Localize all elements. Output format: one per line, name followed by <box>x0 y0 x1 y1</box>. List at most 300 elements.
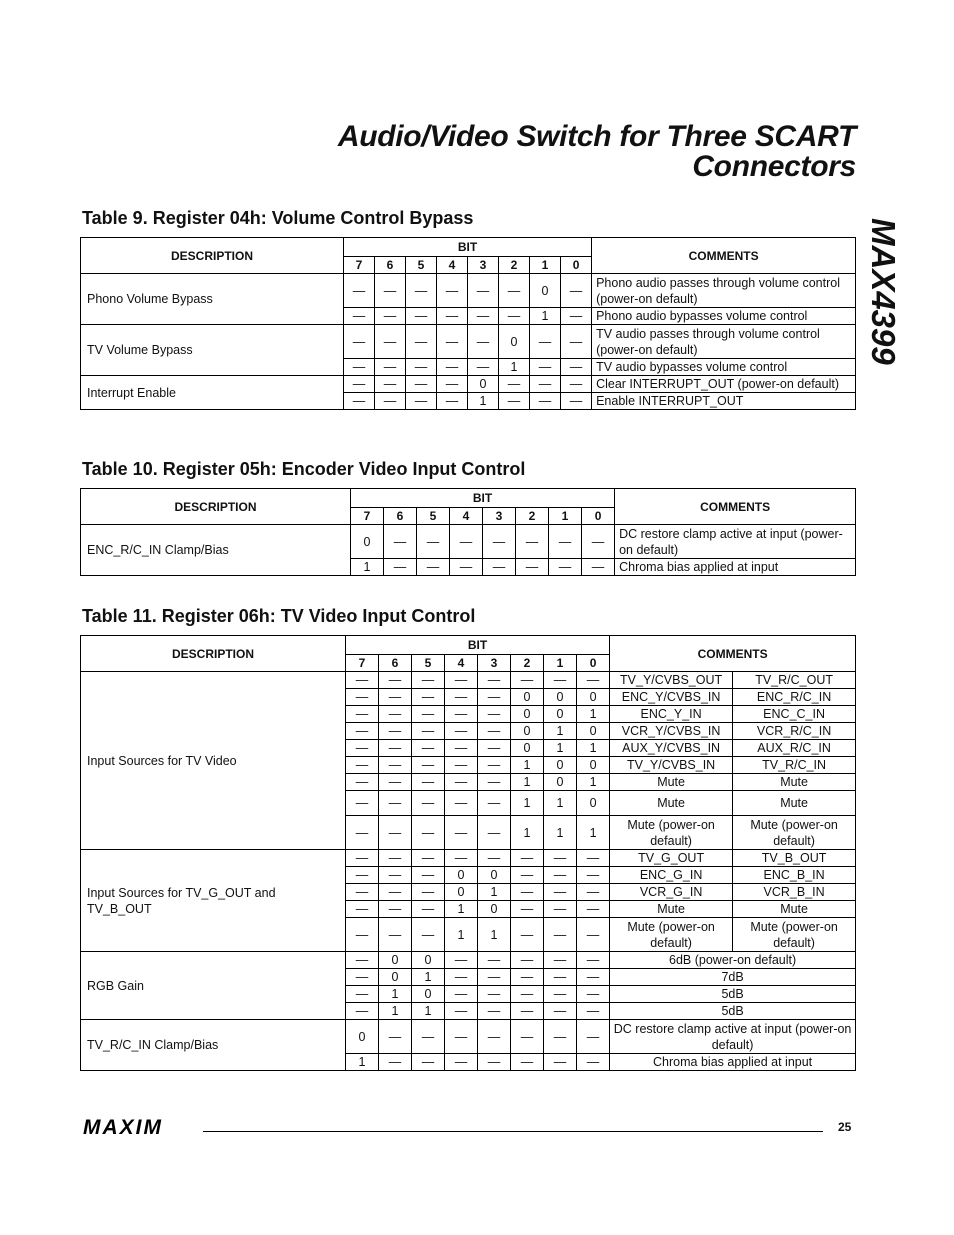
bit-cell: 0 <box>445 867 478 884</box>
bit-cell: — <box>346 706 379 723</box>
bit-cell: — <box>379 1020 412 1054</box>
bit-cell: — <box>478 850 511 867</box>
comment-left: TV_G_OUT <box>610 850 733 867</box>
bit-cell: 0 <box>412 952 445 969</box>
bit-cell: — <box>412 791 445 816</box>
bit-cell: 1 <box>544 740 577 757</box>
bit-cell: — <box>511 1020 544 1054</box>
table-row <box>81 274 856 308</box>
bit-cell: — <box>582 559 615 576</box>
bit-cell: — <box>379 740 412 757</box>
header-bit-5: 5 <box>406 257 437 274</box>
bit-cell: — <box>544 969 577 986</box>
header-bit-4: 4 <box>445 655 478 672</box>
bit-cell: 1 <box>577 816 610 850</box>
table-row <box>81 1020 856 1054</box>
bit-cell: — <box>544 672 577 689</box>
bit-cell: — <box>412 689 445 706</box>
title-line-1: Audio/Video Switch for Three SCART <box>337 120 856 153</box>
bit-cell: — <box>483 525 516 559</box>
header-description: DESCRIPTION <box>81 489 351 525</box>
comment-right: Mute (power-on default) <box>733 918 856 952</box>
bit-cell: — <box>577 986 610 1003</box>
comment-cell: Chroma bias applied at input <box>615 559 856 576</box>
header-bit-6: 6 <box>384 508 417 525</box>
bit-cell: — <box>412 867 445 884</box>
bit-cell: 1 <box>379 986 412 1003</box>
bit-cell: — <box>445 774 478 791</box>
bit-cell: — <box>483 559 516 576</box>
bit-cell: 1 <box>577 774 610 791</box>
bit-cell: — <box>544 918 577 952</box>
bit-cell: — <box>412 723 445 740</box>
bit-cell: — <box>544 1054 577 1071</box>
bit-cell: — <box>346 672 379 689</box>
title-line-2: Connectors <box>692 150 856 183</box>
bit-cell: — <box>344 359 375 376</box>
bit-cell: — <box>406 308 437 325</box>
comment-right: TV_R/C_IN <box>733 757 856 774</box>
bit-cell: — <box>379 706 412 723</box>
comment-cell: Chroma bias applied at input <box>610 1054 856 1071</box>
bit-cell: 0 <box>544 689 577 706</box>
bit-cell: — <box>478 952 511 969</box>
table-row <box>81 325 856 359</box>
bit-cell: — <box>346 816 379 850</box>
bit-cell: — <box>379 884 412 901</box>
bit-cell: — <box>577 1003 610 1020</box>
bit-cell: — <box>478 1020 511 1054</box>
bit-cell: — <box>478 1054 511 1071</box>
bit-cell: 1 <box>468 393 499 410</box>
comment-cell: Phono audio bypasses volume control <box>592 308 856 325</box>
comment-cell: 7dB <box>610 969 856 986</box>
bit-cell: — <box>511 918 544 952</box>
page-number: 25 <box>838 1120 852 1134</box>
bit-cell: — <box>511 1054 544 1071</box>
logo-text: MAXIM <box>83 1117 163 1137</box>
table-row <box>81 952 856 969</box>
bit-cell: — <box>346 918 379 952</box>
bit-cell: — <box>544 901 577 918</box>
header-bit-2: 2 <box>511 655 544 672</box>
bit-cell: — <box>384 559 417 576</box>
comment-right: ENC_C_IN <box>733 706 856 723</box>
bit-cell: — <box>417 559 450 576</box>
header-bit-4: 4 <box>437 257 468 274</box>
bit-cell: — <box>499 376 530 393</box>
header-bit-3: 3 <box>483 508 516 525</box>
header-bit-3: 3 <box>468 257 499 274</box>
header-bit-1: 1 <box>549 508 582 525</box>
bit-cell: — <box>516 525 549 559</box>
table11 <box>80 635 856 1071</box>
comment-right: VCR_R/C_IN <box>733 723 856 740</box>
bit-cell: — <box>445 1003 478 1020</box>
header-bit-1: 1 <box>544 655 577 672</box>
bit-cell: — <box>561 359 592 376</box>
comment-right: VCR_B_IN <box>733 884 856 901</box>
bit-cell: — <box>445 791 478 816</box>
comment-left: AUX_Y/CVBS_IN <box>610 740 733 757</box>
bit-cell: — <box>379 672 412 689</box>
bit-cell: — <box>346 969 379 986</box>
bit-cell: — <box>417 525 450 559</box>
bit-cell: 1 <box>412 1003 445 1020</box>
bit-cell: 1 <box>445 901 478 918</box>
bit-cell: — <box>511 672 544 689</box>
bit-cell: — <box>544 952 577 969</box>
bit-cell: — <box>346 689 379 706</box>
bit-cell: — <box>445 740 478 757</box>
table-row <box>81 525 856 559</box>
table10-caption: Table 10. Register 05h: Encoder Video Input Control <box>82 459 526 479</box>
header-comments: COMMENTS <box>592 238 856 274</box>
bit-cell: — <box>468 325 499 359</box>
comment-right: Mute <box>733 791 856 816</box>
bit-cell: 0 <box>379 969 412 986</box>
bit-cell: — <box>412 740 445 757</box>
header-bit-7: 7 <box>351 508 384 525</box>
bit-cell: — <box>530 393 561 410</box>
bit-cell: — <box>511 986 544 1003</box>
bit-cell: — <box>478 757 511 774</box>
table11-caption: Table 11. Register 06h: TV Video Input Control <box>82 606 476 626</box>
row-description: Input Sources for TV Video <box>81 672 346 850</box>
header-bit-1: 1 <box>530 257 561 274</box>
bit-cell: — <box>511 969 544 986</box>
bit-cell: — <box>478 740 511 757</box>
bit-cell: — <box>437 325 468 359</box>
bit-cell: — <box>375 376 406 393</box>
bit-cell: — <box>577 1020 610 1054</box>
bit-cell: — <box>344 376 375 393</box>
bit-cell: 1 <box>511 757 544 774</box>
bit-cell: — <box>346 901 379 918</box>
comment-left: Mute (power-on default) <box>610 918 733 952</box>
bit-cell: — <box>379 901 412 918</box>
bit-cell: 1 <box>351 559 384 576</box>
bit-cell: — <box>561 274 592 308</box>
bit-cell: — <box>412 901 445 918</box>
comment-right: TV_B_OUT <box>733 850 856 867</box>
bit-cell: — <box>450 559 483 576</box>
header-bit-6: 6 <box>379 655 412 672</box>
table9-caption: Table 9. Register 04h: Volume Control Bypass <box>82 208 474 228</box>
header-bit-4: 4 <box>450 508 483 525</box>
bit-cell: — <box>478 723 511 740</box>
bit-cell: — <box>511 884 544 901</box>
bit-cell: 1 <box>445 918 478 952</box>
bit-cell: — <box>544 867 577 884</box>
bit-cell: — <box>412 816 445 850</box>
bit-cell: — <box>445 1020 478 1054</box>
comment-cell: 5dB <box>610 986 856 1003</box>
bit-cell: 1 <box>511 774 544 791</box>
header-bit: BIT <box>344 238 592 257</box>
comment-left: VCR_G_IN <box>610 884 733 901</box>
bit-cell: 1 <box>499 359 530 376</box>
bit-cell: — <box>346 740 379 757</box>
bit-cell: 0 <box>445 884 478 901</box>
bit-cell: — <box>437 359 468 376</box>
bit-cell: — <box>437 274 468 308</box>
bit-cell: — <box>379 791 412 816</box>
comment-left: Mute <box>610 901 733 918</box>
bit-cell: 1 <box>544 791 577 816</box>
bit-cell: — <box>445 969 478 986</box>
bit-cell: — <box>561 376 592 393</box>
bit-cell: — <box>450 525 483 559</box>
bit-cell: 0 <box>499 325 530 359</box>
side-part-number <box>856 218 906 368</box>
bit-cell: — <box>379 689 412 706</box>
bit-cell: — <box>379 867 412 884</box>
bit-cell: — <box>437 376 468 393</box>
bit-cell: — <box>346 757 379 774</box>
bit-cell: — <box>577 952 610 969</box>
bit-cell: — <box>445 850 478 867</box>
bit-cell: — <box>478 774 511 791</box>
row-description: RGB Gain <box>81 952 346 1020</box>
bit-cell: — <box>561 325 592 359</box>
bit-cell: — <box>544 1020 577 1054</box>
bit-cell: 0 <box>511 723 544 740</box>
bit-cell: — <box>412 918 445 952</box>
row-description: TV Volume Bypass <box>81 325 344 376</box>
bit-cell: — <box>577 969 610 986</box>
bit-cell: — <box>577 850 610 867</box>
bit-cell: — <box>530 376 561 393</box>
bit-cell: — <box>478 986 511 1003</box>
row-description: TV_R/C_IN Clamp/Bias <box>81 1020 346 1071</box>
row-description: Phono Volume Bypass <box>81 274 344 325</box>
comment-right: ENC_B_IN <box>733 867 856 884</box>
bit-cell: 1 <box>511 816 544 850</box>
bit-cell: — <box>412 1054 445 1071</box>
bit-cell: 0 <box>511 740 544 757</box>
bit-cell: — <box>499 308 530 325</box>
header-bit-2: 2 <box>499 257 530 274</box>
bit-cell: — <box>478 706 511 723</box>
bit-cell: — <box>499 393 530 410</box>
row-description: Input Sources for TV_G_OUT and TV_B_OUT <box>81 850 346 952</box>
bit-cell: — <box>561 308 592 325</box>
bit-cell: — <box>437 393 468 410</box>
table-row <box>81 376 856 393</box>
bit-cell: — <box>437 308 468 325</box>
header-bit-6: 6 <box>375 257 406 274</box>
bit-cell: — <box>445 1054 478 1071</box>
bit-cell: 1 <box>412 969 445 986</box>
comment-cell: TV audio bypasses volume control <box>592 359 856 376</box>
bit-cell: 1 <box>544 816 577 850</box>
bit-cell: — <box>375 308 406 325</box>
bit-cell: 0 <box>544 706 577 723</box>
bit-cell: — <box>379 850 412 867</box>
bit-cell: 1 <box>544 723 577 740</box>
bit-cell: — <box>544 850 577 867</box>
bit-cell: — <box>344 325 375 359</box>
bit-cell: — <box>346 791 379 816</box>
comment-left: TV_Y/CVBS_OUT <box>610 672 733 689</box>
bit-cell: — <box>582 525 615 559</box>
bit-cell: — <box>478 689 511 706</box>
bit-cell: — <box>445 672 478 689</box>
bit-cell: — <box>445 723 478 740</box>
bit-cell: — <box>406 376 437 393</box>
table-row <box>81 672 856 689</box>
comment-cell: Phono audio passes through volume control (power-on default) <box>592 274 856 308</box>
comment-cell: TV audio passes through volume control (power-on default) <box>592 325 856 359</box>
bit-cell: — <box>445 757 478 774</box>
bit-cell: — <box>577 867 610 884</box>
bit-cell: — <box>478 816 511 850</box>
bit-cell: — <box>344 308 375 325</box>
bit-cell: — <box>544 884 577 901</box>
bit-cell: — <box>511 850 544 867</box>
bit-cell: 0 <box>379 952 412 969</box>
bit-cell: — <box>577 672 610 689</box>
bit-cell: — <box>412 850 445 867</box>
comment-right: AUX_R/C_IN <box>733 740 856 757</box>
header-bit-7: 7 <box>344 257 375 274</box>
bit-cell: — <box>511 1003 544 1020</box>
bit-cell: 0 <box>412 986 445 1003</box>
bit-cell: — <box>412 884 445 901</box>
bit-cell: 1 <box>346 1054 379 1071</box>
comment-right: ENC_R/C_IN <box>733 689 856 706</box>
bit-cell: — <box>561 393 592 410</box>
comment-cell: Enable INTERRUPT_OUT <box>592 393 856 410</box>
header-description: DESCRIPTION <box>81 238 344 274</box>
bit-cell: — <box>344 393 375 410</box>
comment-right: Mute (power-on default) <box>733 816 856 850</box>
header-comments: COMMENTS <box>615 489 856 525</box>
bit-cell: 0 <box>544 757 577 774</box>
header-bit-0: 0 <box>582 508 615 525</box>
bit-cell: — <box>577 901 610 918</box>
bit-cell: — <box>412 757 445 774</box>
bit-cell: — <box>346 867 379 884</box>
bit-cell: — <box>406 359 437 376</box>
bit-cell: — <box>412 672 445 689</box>
header-description: DESCRIPTION <box>81 636 346 672</box>
header-bit: BIT <box>351 489 615 508</box>
bit-cell: — <box>549 559 582 576</box>
bit-cell: — <box>468 274 499 308</box>
maxim-logo <box>83 1117 193 1137</box>
bit-cell: — <box>478 969 511 986</box>
bit-cell: — <box>478 791 511 816</box>
bit-cell: — <box>375 325 406 359</box>
table-row <box>81 850 856 867</box>
bit-cell: — <box>346 952 379 969</box>
bit-cell: — <box>544 1003 577 1020</box>
comment-left: ENC_Y/CVBS_IN <box>610 689 733 706</box>
comment-cell: DC restore clamp active at input (power-on default) <box>615 525 856 559</box>
bit-cell: 0 <box>478 901 511 918</box>
bit-cell: — <box>379 774 412 791</box>
comment-left: Mute <box>610 774 733 791</box>
bit-cell: 0 <box>577 689 610 706</box>
header-bit-7: 7 <box>346 655 379 672</box>
table10 <box>80 488 856 576</box>
bit-cell: — <box>379 816 412 850</box>
bit-cell: — <box>445 689 478 706</box>
bit-cell: — <box>375 359 406 376</box>
bit-cell: — <box>346 986 379 1003</box>
bit-cell: — <box>379 723 412 740</box>
header-bit-0: 0 <box>577 655 610 672</box>
bit-cell: 1 <box>577 706 610 723</box>
bit-cell: — <box>346 884 379 901</box>
bit-cell: — <box>549 525 582 559</box>
bit-cell: — <box>577 918 610 952</box>
header-bit-3: 3 <box>478 655 511 672</box>
bit-cell: — <box>379 1054 412 1071</box>
bit-cell: 0 <box>346 1020 379 1054</box>
comment-left: ENC_G_IN <box>610 867 733 884</box>
bit-cell: — <box>375 274 406 308</box>
bit-cell: 0 <box>468 376 499 393</box>
part-number-label: MAX4399 <box>865 218 902 365</box>
comment-left: ENC_Y_IN <box>610 706 733 723</box>
bit-cell: — <box>577 884 610 901</box>
bit-cell: — <box>384 525 417 559</box>
bit-cell: 0 <box>577 791 610 816</box>
bit-cell: — <box>379 757 412 774</box>
comment-cell: 6dB (power-on default) <box>610 952 856 969</box>
bit-cell: 1 <box>511 791 544 816</box>
header-bit: BIT <box>346 636 610 655</box>
bit-cell: 0 <box>511 689 544 706</box>
bit-cell: — <box>577 1054 610 1071</box>
bit-cell: — <box>412 706 445 723</box>
bit-cell: — <box>412 774 445 791</box>
page-title <box>338 122 856 182</box>
bit-cell: — <box>530 325 561 359</box>
bit-cell: — <box>346 723 379 740</box>
bit-cell: — <box>406 274 437 308</box>
bit-cell: — <box>499 274 530 308</box>
bit-cell: 1 <box>530 308 561 325</box>
comment-right: Mute <box>733 774 856 791</box>
bit-cell: 1 <box>577 740 610 757</box>
bit-cell: — <box>445 706 478 723</box>
bit-cell: 1 <box>478 918 511 952</box>
comment-cell: Clear INTERRUPT_OUT (power-on default) <box>592 376 856 393</box>
bit-cell: — <box>478 672 511 689</box>
bit-cell: 1 <box>478 884 511 901</box>
bit-cell: 0 <box>544 774 577 791</box>
bit-cell: — <box>445 952 478 969</box>
bit-cell: — <box>406 325 437 359</box>
bit-cell: — <box>344 274 375 308</box>
table9 <box>80 237 856 410</box>
comment-right: Mute <box>733 901 856 918</box>
bit-cell: 0 <box>577 757 610 774</box>
bit-cell: 0 <box>577 723 610 740</box>
comment-cell: DC restore clamp active at input (power-on default) <box>610 1020 856 1054</box>
header-comments: COMMENTS <box>610 636 856 672</box>
bit-cell: 0 <box>351 525 384 559</box>
bit-cell: — <box>445 816 478 850</box>
comment-cell: 5dB <box>610 1003 856 1020</box>
bit-cell: — <box>346 1003 379 1020</box>
bit-cell: — <box>478 1003 511 1020</box>
header-bit-2: 2 <box>516 508 549 525</box>
